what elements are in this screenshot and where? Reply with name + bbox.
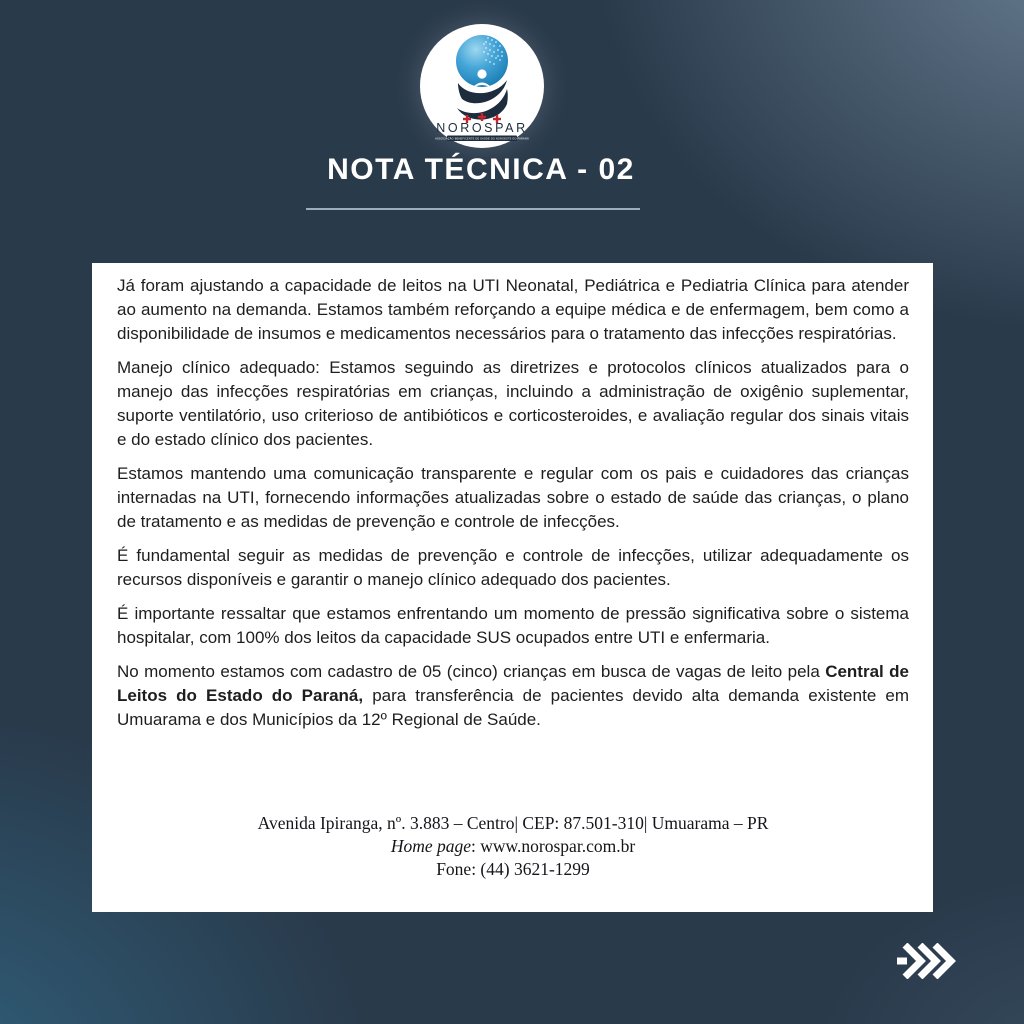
paragraph-4: É fundamental seguir as medidas de prevenção e controle de infecções, utilizar adequadamente os recursos disponíveis e garantir o manejo clínico adequado dos pacientes. [117, 546, 909, 589]
note-card [92, 263, 933, 912]
paragraph-5: É importante ressaltar que estamos enfrentando um momento de pressão significativa sobre o sistema hospitalar, com 100% dos leitos da capacidade SUS ocupados entre UTI e enfermaria. [117, 604, 909, 647]
next-arrows-button[interactable] [897, 943, 961, 979]
page-title: NOTA TÉCNICA - 02 [327, 153, 635, 186]
paragraph-6-suffix: para transferência de pacientes devido alta demanda existente em Umuarama e dos Municípios da 12º Regional de Saúde. [117, 686, 909, 729]
phone-line: Fone: (44) 3621-1299 [436, 859, 590, 879]
paragraph-6 [117, 660, 909, 732]
norospar-logo [420, 24, 544, 148]
title-underline [306, 208, 640, 210]
contact-footer [117, 812, 909, 881]
paragraph-3: Estamos mantendo uma comunicação transparente e regular com os pais e cuidadores das crianças internadas na UTI, fornecendo informações atualizadas sobre o estado de saúde das crianças, o plano de tratamento e as medidas de prevenção e controle de infecções. [117, 464, 909, 531]
paragraph-2: Manejo clínico adequado: Estamos seguindo as diretrizes e protocolos clínicos atualizados para o manejo das infecções respiratórias em crianças, incluindo a administração de oxigênio suplementar, suporte ventilatório, uso criterioso de antibióticos e corticosteroides, e avaliação regular dos sinais vitais e do estado clínico dos pacientes. [117, 358, 909, 449]
central-de-leitos-bold: Central de Leitos do Estado do Paraná, [117, 662, 909, 705]
norospar-logo-icon [420, 24, 544, 148]
homepage-line [117, 835, 909, 858]
homepage-url: : www.norospar.com.br [471, 836, 636, 856]
address-line: Avenida Ipiranga, nº. 3.883 – Centro| CEP: 87.501-310| Umuarama – PR [257, 813, 769, 833]
triple-chevron-right-icon [897, 943, 961, 979]
paragraph-1: Já foram ajustando a capacidade de leitos na UTI Neonatal, Pediátrica e Pediatria Clínica para atender ao aumento na demanda. Estamos também reforçando a equipe médica e de enfermagem, bem como a disponibilidade de insumos e medicamentos necessários para o tratamento das infecções respiratórias. [117, 276, 909, 343]
homepage-label: Home page [390, 836, 472, 856]
globe-icon [456, 35, 508, 87]
logo-wordmark: NOROSPAR [436, 121, 528, 135]
logo-tagline: ASSOCIAÇÃO BENEFICENTE DE SAÚDE DO NOROESTE DO PARANÁ [435, 137, 529, 141]
paragraph-6-prefix: No momento estamos com cadastro de 05 (cinco) crianças em busca de vagas de leito pela [117, 662, 826, 681]
